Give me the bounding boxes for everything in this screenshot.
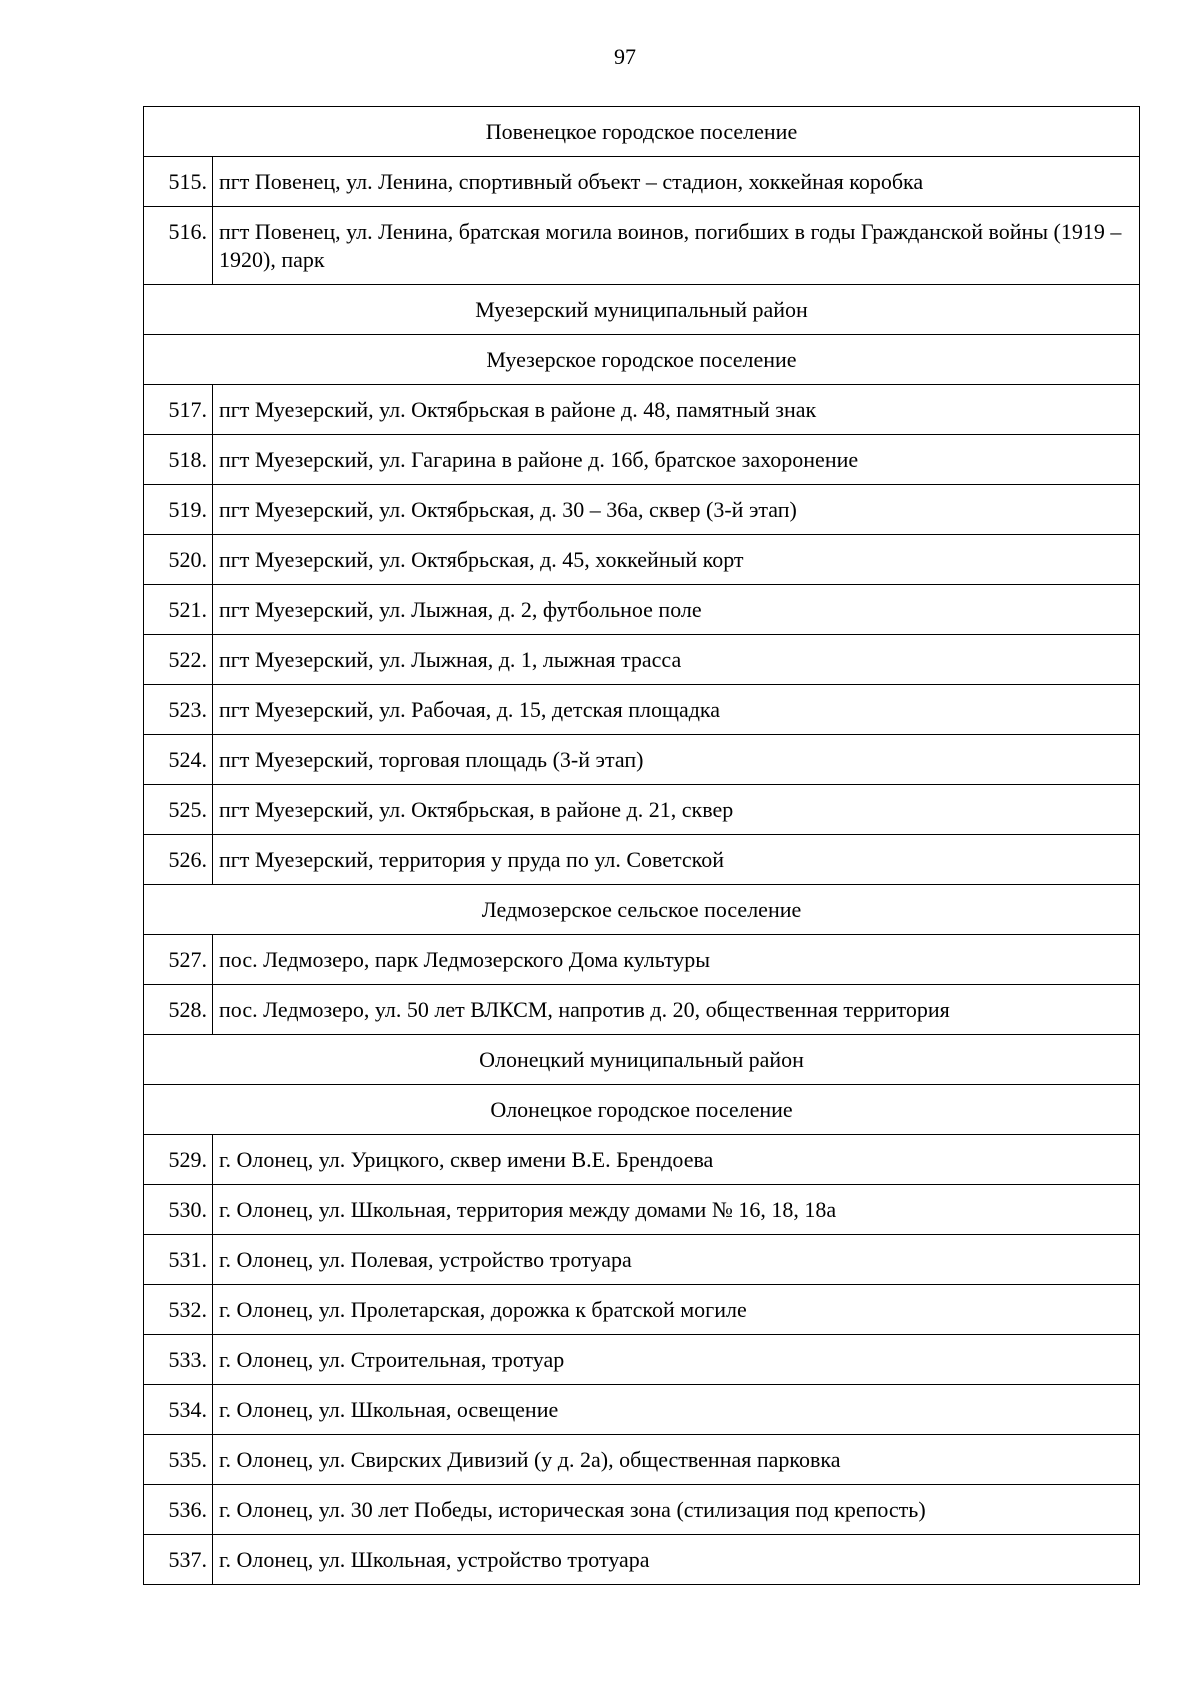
section-header-row bbox=[144, 1085, 1140, 1135]
section-header-row bbox=[144, 107, 1140, 157]
section-header-row bbox=[144, 285, 1140, 335]
row-description: г. Олонец, ул. Свирских Дивизий (у д. 2а), общественная парковка bbox=[213, 1435, 1140, 1485]
table-row bbox=[144, 1485, 1140, 1535]
row-number: 527. bbox=[144, 935, 213, 985]
territories-table bbox=[143, 106, 1140, 1585]
row-number: 521. bbox=[144, 585, 213, 635]
row-description: пгт Повенец, ул. Ленина, спортивный объект – стадион, хоккейная коробка bbox=[213, 157, 1140, 207]
section-header-row bbox=[144, 335, 1140, 385]
row-description: г. Олонец, ул. Школьная, устройство тротуара bbox=[213, 1535, 1140, 1585]
section-header-row bbox=[144, 1035, 1140, 1085]
table-row bbox=[144, 585, 1140, 635]
row-number: 518. bbox=[144, 435, 213, 485]
row-description: пос. Ледмозеро, парк Ледмозерского Дома культуры bbox=[213, 935, 1140, 985]
section-header-row bbox=[144, 885, 1140, 935]
row-number: 516. bbox=[144, 207, 213, 285]
row-description: г. Олонец, ул. 30 лет Победы, историческая зона (стилизация под крепость) bbox=[213, 1485, 1140, 1535]
row-number: 519. bbox=[144, 485, 213, 535]
row-description: пгт Муезерский, ул. Лыжная, д. 2, футбольное поле bbox=[213, 585, 1140, 635]
row-number: 531. bbox=[144, 1235, 213, 1285]
table-row bbox=[144, 207, 1140, 285]
row-number: 517. bbox=[144, 385, 213, 435]
row-number: 515. bbox=[144, 157, 213, 207]
row-description: пгт Муезерский, торговая площадь (3-й этап) bbox=[213, 735, 1140, 785]
table-row bbox=[144, 685, 1140, 735]
row-number: 537. bbox=[144, 1535, 213, 1585]
section-title: Олонецкий муниципальный район bbox=[144, 1035, 1140, 1085]
row-number: 523. bbox=[144, 685, 213, 735]
page-number: 97 bbox=[614, 44, 636, 69]
row-description: пос. Ледмозеро, ул. 50 лет ВЛКСМ, напротив д. 20, общественная территория bbox=[213, 985, 1140, 1035]
row-description: г. Олонец, ул. Полевая, устройство тротуара bbox=[213, 1235, 1140, 1285]
row-description: г. Олонец, ул. Школьная, освещение bbox=[213, 1385, 1140, 1435]
row-number: 529. bbox=[144, 1135, 213, 1185]
table-row bbox=[144, 1335, 1140, 1385]
table-row bbox=[144, 485, 1140, 535]
table-row bbox=[144, 635, 1140, 685]
table-row bbox=[144, 1535, 1140, 1585]
row-number: 536. bbox=[144, 1485, 213, 1535]
row-number: 525. bbox=[144, 785, 213, 835]
section-title: Муезерский муниципальный район bbox=[144, 285, 1140, 335]
row-description: пгт Муезерский, ул. Октябрьская, д. 45, хоккейный корт bbox=[213, 535, 1140, 585]
section-title: Ледмозерское сельское поселение bbox=[144, 885, 1140, 935]
table-row bbox=[144, 1135, 1140, 1185]
row-description: г. Олонец, ул. Урицкого, сквер имени В.Е. Брендоева bbox=[213, 1135, 1140, 1185]
table-row bbox=[144, 157, 1140, 207]
table-row bbox=[144, 1285, 1140, 1335]
table-row bbox=[144, 785, 1140, 835]
row-description: пгт Муезерский, ул. Лыжная, д. 1, лыжная трасса bbox=[213, 635, 1140, 685]
section-title: Муезерское городское поселение bbox=[144, 335, 1140, 385]
row-number: 522. bbox=[144, 635, 213, 685]
row-number: 528. bbox=[144, 985, 213, 1035]
row-description: пгт Повенец, ул. Ленина, братская могила воинов, погибших в годы Гражданской войны (1919 – 1920), парк bbox=[213, 207, 1140, 285]
row-number: 533. bbox=[144, 1335, 213, 1385]
row-number: 526. bbox=[144, 835, 213, 885]
table-row bbox=[144, 1185, 1140, 1235]
section-title: Повенецкое городское поселение bbox=[144, 107, 1140, 157]
row-description: г. Олонец, ул. Строительная, тротуар bbox=[213, 1335, 1140, 1385]
table-row bbox=[144, 985, 1140, 1035]
table-row bbox=[144, 435, 1140, 485]
row-number: 534. bbox=[144, 1385, 213, 1435]
table-row bbox=[144, 1385, 1140, 1435]
row-description: пгт Муезерский, ул. Гагарина в районе д. 16б, братское захоронение bbox=[213, 435, 1140, 485]
table-row bbox=[144, 535, 1140, 585]
section-title: Олонецкое городское поселение bbox=[144, 1085, 1140, 1135]
table-row bbox=[144, 1435, 1140, 1485]
table-body bbox=[144, 107, 1140, 1585]
table-row bbox=[144, 835, 1140, 885]
row-number: 520. bbox=[144, 535, 213, 585]
table-row bbox=[144, 1235, 1140, 1285]
row-description: пгт Муезерский, ул. Рабочая, д. 15, детская площадка bbox=[213, 685, 1140, 735]
row-number: 530. bbox=[144, 1185, 213, 1235]
row-description: пгт Муезерский, ул. Октябрьская в районе д. 48, памятный знак bbox=[213, 385, 1140, 435]
table-row bbox=[144, 735, 1140, 785]
row-description: г. Олонец, ул. Пролетарская, дорожка к братской могиле bbox=[213, 1285, 1140, 1335]
row-description: г. Олонец, ул. Школьная, территория между домами № 16, 18, 18а bbox=[213, 1185, 1140, 1235]
row-description: пгт Муезерский, территория у пруда по ул. Советской bbox=[213, 835, 1140, 885]
row-description: пгт Муезерский, ул. Октябрьская, в районе д. 21, сквер bbox=[213, 785, 1140, 835]
row-description: пгт Муезерский, ул. Октябрьская, д. 30 – 36а, сквер (3-й этап) bbox=[213, 485, 1140, 535]
row-number: 535. bbox=[144, 1435, 213, 1485]
row-number: 524. bbox=[144, 735, 213, 785]
row-number: 532. bbox=[144, 1285, 213, 1335]
table-row bbox=[144, 935, 1140, 985]
table-row bbox=[144, 385, 1140, 435]
